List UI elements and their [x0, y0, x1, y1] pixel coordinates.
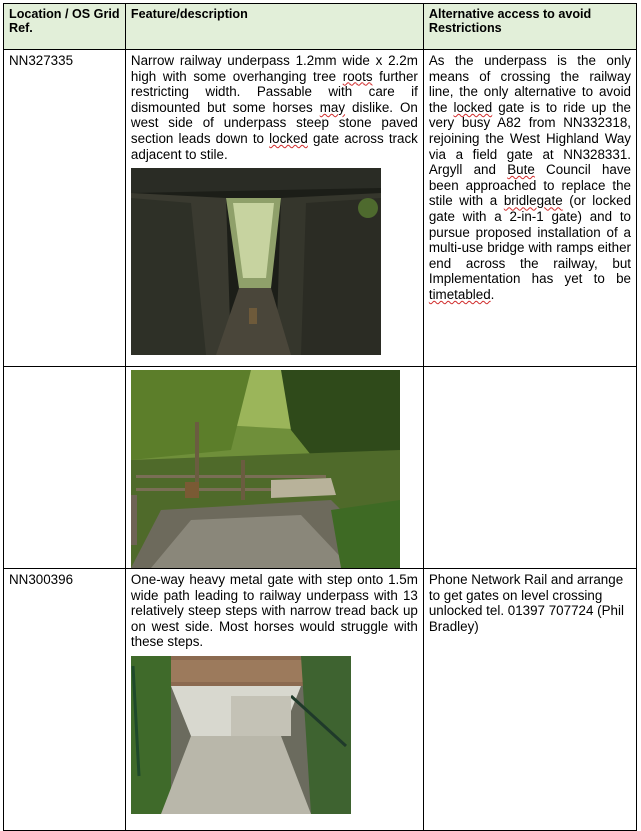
- text-run: further restricting width. Passable with care if dismounted but some horses: [130, 68, 418, 115]
- table-row: [4, 569, 637, 831]
- text-run: roots: [342, 68, 373, 84]
- text-run: Narrow railway underpass 1.2mm wide x 2.2m high with some overhanging tree: [130, 53, 418, 84]
- stile-gate-photo: [131, 370, 400, 568]
- feature-description: One-way heavy metal gate with step onto 1.5m wide path leading to railway underpass with 13 relatively steep steps with narrow tread back up on west side. Most horses would struggle with these steps.: [130, 572, 418, 650]
- underpass-tunnel-photo: [131, 168, 381, 355]
- alternative-description: [429, 53, 631, 303]
- access-restrictions-table: [3, 3, 637, 831]
- text-run: may: [319, 99, 346, 115]
- alternative-cell: [423, 569, 636, 831]
- header-alternative: Alternative access to avoid Restrictions: [423, 4, 636, 50]
- feature-cell: [125, 367, 423, 569]
- table-header-row: [4, 4, 637, 50]
- text-run: As the underpass is the only means of crossing the railway line, the only alternative to avoid the: [428, 53, 631, 115]
- text-run: Bute: [507, 162, 535, 178]
- table-row: [4, 367, 637, 569]
- location-cell: NN300396: [4, 569, 126, 831]
- alternative-description: Phone Network Rail and arrange to get gates on level crossing unlocked tel. 01397 707724 (Phil Bradley): [428, 572, 624, 634]
- text-run: locked: [453, 99, 493, 115]
- feature-cell: [125, 50, 423, 367]
- location-cell: NN327335: [4, 50, 126, 367]
- text-run: gate is to ride up the very busy A82 from NN332318, rejoining the West Highland Way via a field gate at NN328331. Argyll and: [428, 99, 631, 178]
- metal-gate-steps-photo: [131, 656, 351, 814]
- header-feature: Feature/description: [125, 4, 423, 50]
- text-run: dislike. On west side of underpass steep stone paved section leads down to: [130, 99, 418, 146]
- location-cell: [4, 367, 126, 569]
- feature-cell: [125, 569, 423, 831]
- text-run: Council have been approached to replace the stile with a: [428, 162, 631, 209]
- text-run: bridlegate: [503, 193, 563, 209]
- text-run: (or locked gate with a 2-in-1 gate) and to pursue proposed installation of a multi-use bridge with ramps either end across the railway, but Implementation has yet to be: [428, 193, 632, 287]
- alternative-cell: [423, 367, 636, 569]
- text-run: locked: [269, 130, 308, 146]
- text-run: gate across track adjacent to stile.: [130, 130, 418, 162]
- alternative-cell: [423, 50, 636, 367]
- feature-description: [131, 53, 418, 162]
- header-location: Location / OS Grid Ref.: [4, 4, 126, 50]
- text-run: .: [490, 286, 495, 302]
- table-row: [4, 50, 637, 367]
- text-run: timetabled: [428, 286, 491, 302]
